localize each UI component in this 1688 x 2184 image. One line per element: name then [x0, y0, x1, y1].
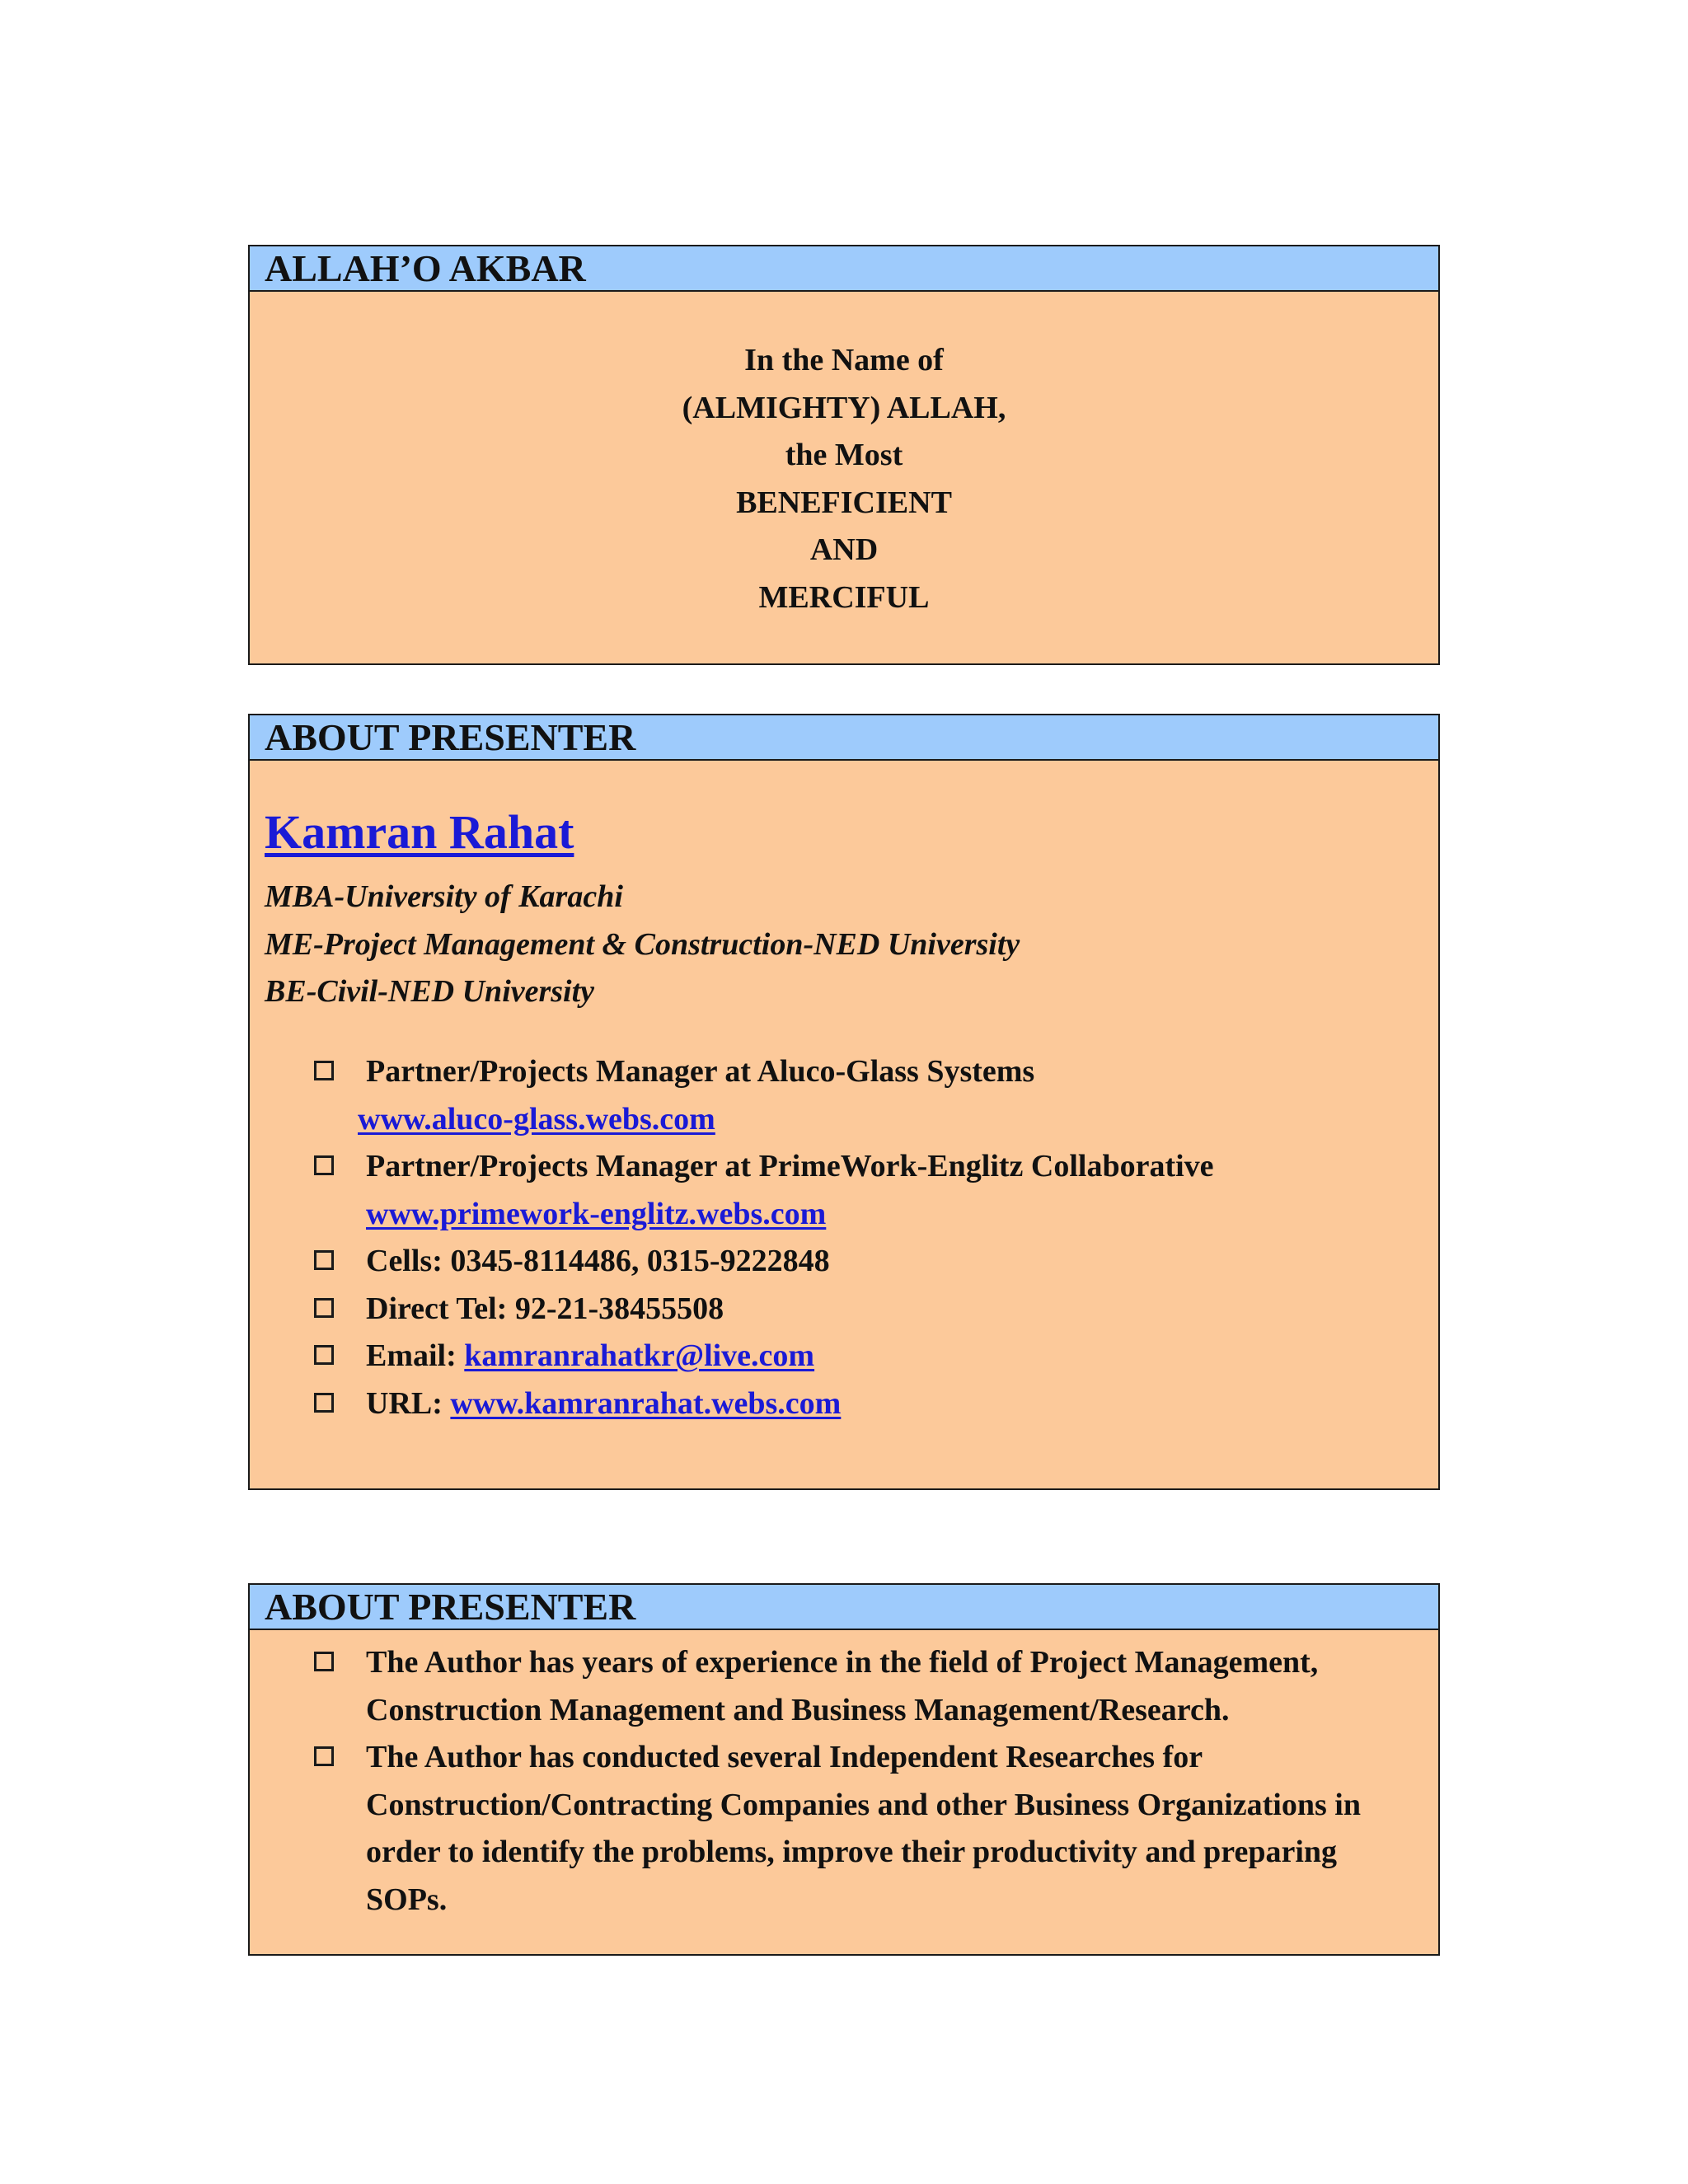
cells-text: Cells: 0345-8114486, 0315-9222848	[366, 1244, 830, 1278]
list-item	[314, 1286, 1422, 1333]
item-text: Partner/Projects Manager at Aluco-Glass Systems	[366, 1054, 1035, 1089]
list-item	[314, 1380, 1422, 1428]
checkbox-bullet-icon	[314, 1393, 334, 1413]
list-item	[314, 1048, 1422, 1143]
greeting-line: the Most	[785, 438, 903, 472]
greeting-line: In the Name of	[744, 343, 944, 377]
greeting-line: AND	[809, 532, 879, 567]
presenter-details-list	[314, 1048, 1422, 1427]
checkbox-bullet-icon	[314, 1298, 334, 1318]
list-item	[314, 1143, 1422, 1238]
email-link[interactable]: kamranrahatkr@live.com	[464, 1338, 815, 1373]
url-link[interactable]: www.kamranrahat.webs.com	[450, 1385, 842, 1421]
item-text: The Author has years of experience in the field of Project Management, Construction Management and Business Management/Research.	[366, 1645, 1319, 1727]
checkbox-bullet-icon	[314, 1155, 334, 1175]
greeting-text	[250, 292, 1438, 621]
checkbox-bullet-icon	[314, 1061, 334, 1080]
about-presenter-header: ABOUT PRESENTER	[250, 1585, 1438, 1630]
about-presenter-experience-box	[248, 1583, 1440, 1956]
list-item	[314, 1639, 1422, 1734]
greeting-line: MERCIFUL	[758, 579, 930, 615]
list-item	[314, 1333, 1422, 1380]
aluco-glass-link[interactable]: www.aluco-glass.webs.com	[358, 1101, 715, 1137]
degree: ME-Project Management & Construction-NED University	[265, 926, 1020, 962]
greeting-box-header: ALLAH’O AKBAR	[250, 246, 1438, 292]
url-label: URL:	[366, 1385, 451, 1421]
greeting-line: (ALMIGHTY) ALLAH,	[682, 390, 1006, 425]
checkbox-bullet-icon	[314, 1746, 334, 1766]
checkbox-bullet-icon	[314, 1250, 334, 1270]
list-item	[314, 1734, 1422, 1924]
checkbox-bullet-icon	[314, 1345, 334, 1365]
item-text: Partner/Projects Manager at PrimeWork-Englitz Collaborative	[366, 1149, 1214, 1183]
degree: BE-Civil-NED University	[265, 974, 595, 1009]
degree: MBA-University of Karachi	[265, 879, 623, 914]
list-item	[314, 1238, 1422, 1286]
primework-link[interactable]: www.primework-englitz.webs.com	[366, 1196, 827, 1231]
greeting-box	[248, 245, 1440, 665]
degrees-list	[265, 874, 1020, 1016]
direct-tel-text: Direct Tel: 92-21-38455508	[366, 1291, 724, 1326]
checkbox-bullet-icon	[314, 1652, 334, 1671]
item-text: The Author has conducted several Independent Researches for Construction/Contracting Companies and other Business Organizations in order to identify the problems, improve their productivity and preparing SOPs.	[366, 1740, 1361, 1917]
about-presenter-header: ABOUT PRESENTER	[250, 715, 1438, 761]
presenter-name-link[interactable]: Kamran Rahat	[265, 805, 574, 859]
about-presenter-box	[248, 714, 1440, 1490]
greeting-line: BENEFICIENT	[736, 485, 952, 520]
experience-list	[314, 1639, 1422, 1924]
email-label: Email:	[366, 1338, 465, 1373]
